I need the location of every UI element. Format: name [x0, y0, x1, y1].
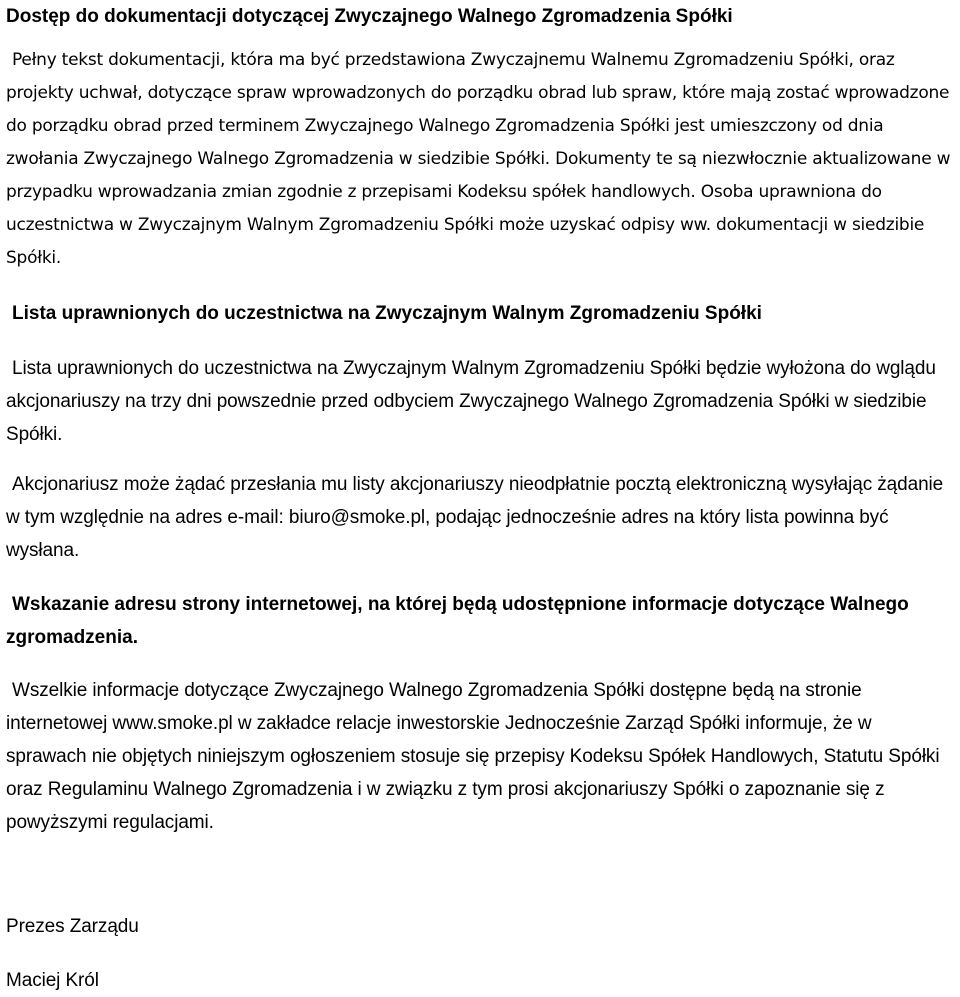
section-heading-website-address	[6, 588, 954, 654]
paragraph-text: Lista uprawnionych do uczestnictwa na Zwyczajnym Walnym Zgromadzeniu Spółki będzie wyłożona do wglądu akcjonariuszy na trzy dni powszednie przed odbyciem Zwyczajnego Walnego Zgromadzenia Spółki w siedzibie Spółki.	[6, 358, 936, 445]
heading-text: Wskazanie adresu strony internetowej, na której będą udostępnione informacje dotyczące Walnego zgromadzenia.	[6, 594, 909, 648]
signature-title: Prezes Zarządu	[6, 916, 139, 937]
section-heading-documentation-access: Dostęp do dokumentacji dotyczącej Zwyczajnego Walnego Zgromadzenia Spółki	[6, 6, 733, 27]
section-heading-shareholder-list	[6, 297, 954, 330]
paragraph-text: Akcjonariusz może żądać przesłania mu listy akcjonariuszy nieodpłatnie pocztą elektroniczną wysyłając żądanie w tym względnie na adres e-mail: biuro@smoke.pl, podając jednocześnie adres na który lista powinna być wysłana.	[6, 474, 944, 561]
heading-text: Lista uprawnionych do uczestnictwa na Zwyczajnym Walnym Zgromadzeniu Spółki	[12, 303, 762, 324]
paragraph-website-information	[6, 674, 954, 839]
paragraph-text: Wszelkie informacje dotyczące Zwyczajnego Walnego Zgromadzenia Spółki dostępne będą na stronie internetowej www.smoke.pl w zakładce relacje inwestorskie Jednocześnie Zarząd Spółki informuje, że w sprawach nie objętych niniejszym ogłoszeniem stosuje się przepisy Kodeksu Spółek Handlowych, Statutu Spółki oraz Regulaminu Walnego Zgromadzenia i w związku z tym prosi akcjonariuszy Spółki o zapoznanie się z powyższymi regulacjami.	[6, 680, 940, 833]
paragraph-documentation-access	[6, 44, 954, 275]
paragraph-shareholder-list-availability	[6, 352, 954, 451]
signature-name: Maciej Król	[6, 970, 99, 991]
paragraph-shareholder-list-email-request	[6, 468, 954, 567]
paragraph-text: Pełny tekst dokumentacji, która ma być przedstawiona Zwyczajnemu Walnemu Zgromadzeniu Spółki, oraz projekty uchwał, dotyczące spraw wprowadzonych do porządku obrad lub spraw, które mają zostać wprowadzone do porządku obrad przed terminem Zwyczajnego Walnego Zgromadzenia Spółki jest umieszczony od dnia zwołania Zwyczajnego Walnego Zgromadzenia w siedzibie Spółki. Dokumenty te są niezwłocznie aktualizowane w przypadku wprowadzania zmian zgodnie z przepisami Kodeksu spółek handlowych. Osoba uprawniona do uczestnictwa w Zwyczajnym Walnym Zgromadzeniu Spółki może uzyskać odpisy ww. dokumentacji w siedzibie Spółki.	[6, 50, 951, 268]
